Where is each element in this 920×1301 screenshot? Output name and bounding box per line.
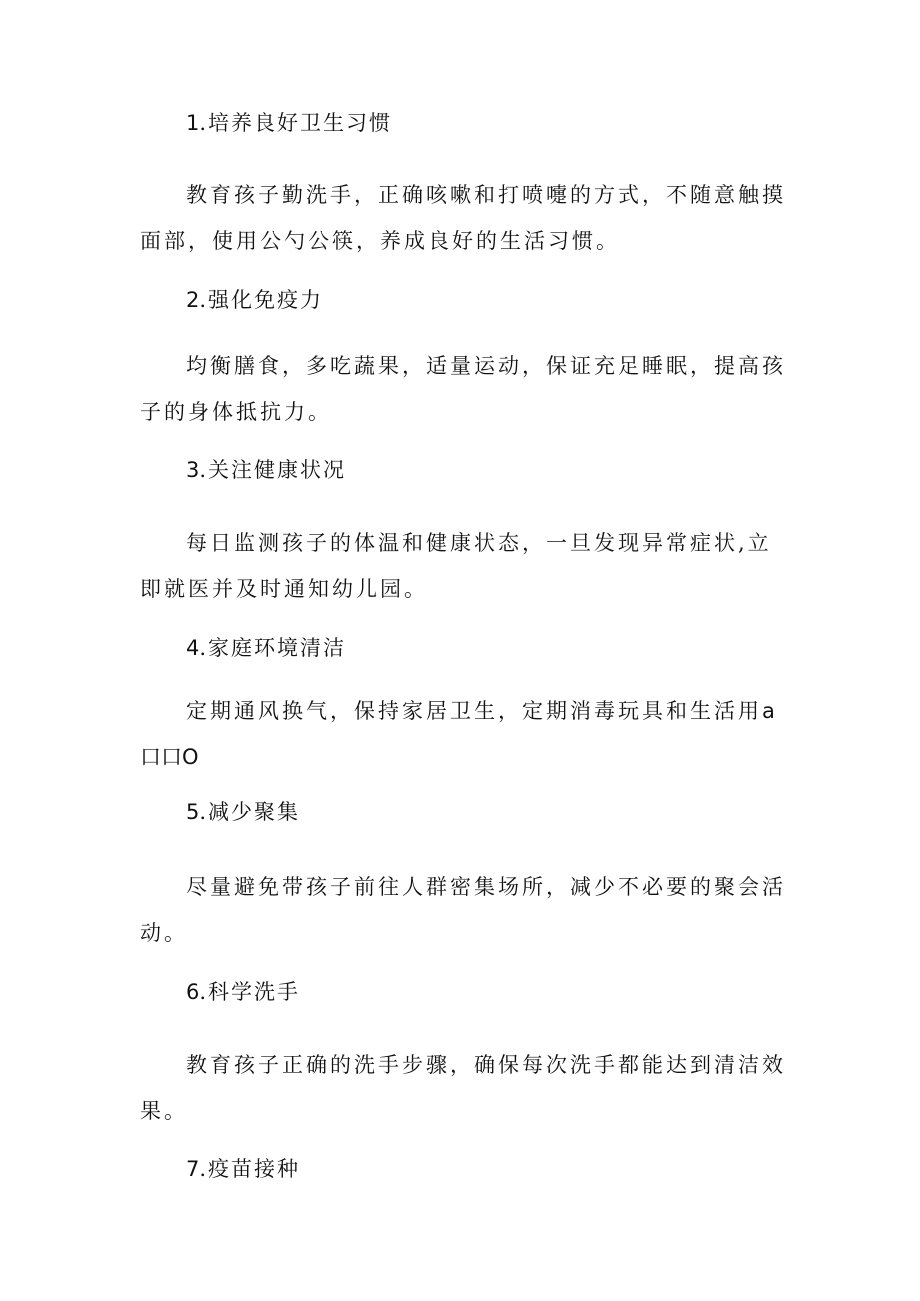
section-title: .关注健康状况 <box>199 458 347 482</box>
section-heading-6 <box>186 977 300 1007</box>
section-body-4 <box>140 688 790 780</box>
section-number: 7 <box>186 1157 200 1181</box>
section-body-text: 定期通风换气，保持家居卫生，定期消毒玩具和生活用 <box>186 699 762 723</box>
section-heading-4 <box>186 633 346 663</box>
section-title: .减少聚集 <box>199 800 301 824</box>
section-body-3: 每日监测孩子的体温和健康状态，一旦发现异常症状,立即就医并及时通知幼儿园。 <box>140 531 772 601</box>
section-heading-1 <box>186 108 392 138</box>
section-body-6: 教育孩子正确的洗手步骤，确保每次洗手都能达到清洁效果。 <box>140 1053 786 1123</box>
section-number: 4 <box>186 636 200 660</box>
section-title: .强化免疫力 <box>199 288 324 312</box>
section-heading-7 <box>186 1154 300 1184</box>
section-title: .科学洗手 <box>199 980 301 1004</box>
section-title: .家庭环境清洁 <box>199 636 347 660</box>
section-heading-5 <box>186 797 300 827</box>
section-body-tail: a口口O <box>140 699 775 769</box>
section-body-1: 教育孩子勤洗手，正确咳嗽和打喷嚏的方式，不随意触摸面部，使用公勺公筷，养成良好的生活习惯。 <box>140 183 786 253</box>
section-body-5: 尽量避免带孩子前往人群密集场所，减少不必要的聚会活动。 <box>140 875 786 945</box>
section-body-2: 均衡膳食，多吃蔬果，适量运动，保证充足睡眠，提高孩子的身体抵抗力。 <box>140 354 786 424</box>
section-heading-2 <box>186 285 323 315</box>
section-number: 6 <box>186 980 200 1004</box>
section-number: 3 <box>186 458 200 482</box>
section-number: 1 <box>186 111 200 135</box>
section-title: .培养良好卫生习惯 <box>199 111 393 135</box>
section-heading-3 <box>186 455 346 485</box>
section-number: 2 <box>186 288 200 312</box>
section-number: 5 <box>186 800 200 824</box>
section-title: .疫苗接种 <box>199 1157 301 1181</box>
